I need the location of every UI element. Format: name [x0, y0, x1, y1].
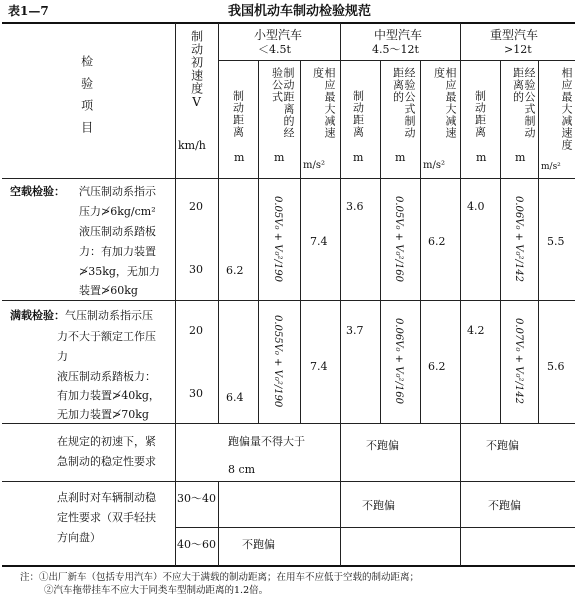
rule-col-small-a — [258, 60, 259, 423]
header-medium-formula-unit: m — [395, 151, 406, 164]
header-small-formula-unit: m — [274, 151, 285, 164]
full-load-line-6: 无加力装置≯70kg — [57, 408, 149, 421]
empty-small-distance: 6.2 — [226, 264, 244, 277]
header-small-distance-unit: m — [234, 151, 245, 164]
empty-medium-formula: 0.05V₀ + V₀²/160 — [393, 196, 404, 282]
header-heavy-formula: 经验公式制动距离的 — [511, 67, 536, 139]
rule-empty-bottom — [2, 300, 575, 301]
header-heavy-formula-unit: m — [515, 151, 526, 164]
full-load-title: 满载检验： — [10, 309, 65, 322]
empty-load-line-1: 汽压制动系指示 — [79, 185, 156, 198]
empty-heavy-distance: 4.0 — [467, 200, 485, 213]
full-load-line-4: 液压制动系踏板力： — [57, 370, 156, 383]
stability-line-1: 在规定的初速下，紧 — [57, 435, 156, 448]
rule-stability-bottom — [2, 481, 575, 482]
empty-heavy-formula: 0.06V₀ + V₀²/142 — [513, 196, 524, 282]
full-medium-formula: 0.06V₀ + V₀²/160 — [393, 318, 404, 404]
full-load-line-2: 力不大于额定工作压 — [57, 330, 156, 343]
rule-col-speed-b — [218, 481, 219, 566]
rule-group-header — [218, 60, 575, 61]
header-item: 检验项目 — [79, 55, 94, 143]
rule-col-speed — [218, 23, 219, 423]
header-small-range: ＜4.5t — [258, 43, 291, 56]
header-speed: 制动初速度V — [189, 30, 204, 110]
header-heavy-range: >12t — [504, 43, 532, 56]
empty-speed-20: 20 — [189, 200, 203, 213]
header-heavy-decel-unit: m/s² — [541, 162, 561, 172]
header-medium-distance: 制动距离 — [351, 90, 365, 138]
full-load-line-5: 有加力装置≯40kg， — [57, 389, 160, 402]
full-speed-30: 30 — [189, 387, 203, 400]
empty-medium-distance: 3.6 — [346, 200, 364, 213]
header-medium-group: 中型汽车 — [374, 28, 423, 42]
empty-speed-30: 30 — [189, 263, 203, 276]
header-small-decel-unit: m/s² — [303, 160, 325, 171]
empty-load-line-6: 装置≯60kg — [79, 284, 138, 297]
empty-small-decel: 7.4 — [310, 235, 328, 248]
empty-load-title: 空载检验： — [10, 185, 65, 198]
rule-full-bottom — [2, 423, 575, 424]
header-speed-unit: km/h — [178, 139, 206, 152]
steering-speed-a: 30～40 — [177, 492, 216, 505]
steering-line-1: 点刹时对车辆制动稳 — [57, 491, 156, 504]
empty-load-line-2: 压力≯6kg/cm² — [79, 205, 156, 218]
rule-col-heavy — [460, 23, 461, 566]
full-heavy-formula: 0.07V₀ + V₀²/142 — [513, 318, 524, 404]
table-title: 我国机动车制动检验规范 — [228, 4, 372, 19]
steering-line-2: 定性要求（双手轻扶 — [57, 511, 156, 524]
empty-small-formula: 0.05V₀ + V₀²/190 — [272, 196, 283, 282]
rule-top — [2, 22, 575, 24]
empty-load-line-5: ≯35kg，无加力 — [79, 265, 160, 278]
stability-small-text-1: 跑偏量不得大于 — [228, 435, 305, 448]
rule-col-heavy-a — [500, 60, 501, 423]
rule-col-medium-b — [420, 60, 421, 423]
rule-bottom — [2, 565, 575, 567]
steering-medium-text: 不跑偏 — [362, 499, 395, 512]
full-load-line-1: 气压制动系指示压 — [65, 309, 153, 322]
steering-line-3: 方向盘） — [57, 531, 101, 544]
header-small-formula: 制动距离的经验公式 — [270, 67, 295, 139]
full-speed-20: 20 — [189, 324, 203, 337]
full-heavy-distance: 4.2 — [467, 324, 485, 337]
full-small-distance: 6.4 — [226, 391, 244, 404]
note-2: ②汽车拖带挂车不应大于同类车型制动距离的1.2倍。 — [44, 585, 269, 596]
rule-col-heavy-b — [538, 60, 539, 423]
header-small-decel: 相应最大减速度 — [311, 67, 336, 139]
header-small-distance: 制动距离 — [231, 90, 245, 138]
rule-col-item — [175, 23, 176, 566]
header-heavy-distance-unit: m — [476, 151, 487, 164]
empty-heavy-decel: 5.5 — [547, 235, 565, 248]
header-heavy-group: 重型汽车 — [490, 28, 539, 42]
header-medium-formula: 经验公式制动距离的 — [391, 67, 416, 139]
full-load-line-3: 力 — [57, 350, 68, 363]
header-medium-decel-unit: m/s² — [423, 160, 445, 171]
rule-col-medium — [340, 23, 341, 566]
rule-steering-mid — [175, 527, 575, 528]
full-medium-decel: 6.2 — [428, 360, 446, 373]
empty-medium-decel: 6.2 — [428, 235, 446, 248]
note-1: 注：①出厂新车（包括专用汽车）不应大于满载的制动距离；在用车不应低于空载的制动距离； — [20, 572, 420, 583]
steering-heavy-text: 不跑偏 — [488, 499, 521, 512]
empty-load-line-4: 力：有加力装置 — [79, 245, 156, 258]
stability-line-2: 急制动的稳定性要求 — [57, 455, 156, 468]
rule-header-bottom — [2, 178, 575, 179]
header-small-group: 小型汽车 — [254, 28, 303, 42]
header-heavy-decel: 相应最大减速度 — [560, 67, 573, 151]
full-heavy-decel: 5.6 — [547, 360, 565, 373]
steering-small-text-b: 不跑偏 — [242, 538, 275, 551]
table-label: 表1—7 — [8, 4, 49, 18]
stability-heavy-text: 不跑偏 — [486, 439, 519, 452]
rule-col-medium-a — [380, 60, 381, 423]
full-small-decel: 7.4 — [310, 360, 328, 373]
empty-load-line-3: 液压制动系踏板 — [79, 225, 156, 238]
header-heavy-distance: 制动距离 — [473, 90, 487, 138]
header-medium-range: 4.5～12t — [372, 43, 419, 56]
stability-medium-text: 不跑偏 — [366, 439, 399, 452]
full-small-formula: 0.055V₀ + V₀²/190 — [272, 315, 283, 408]
steering-speed-b: 40～60 — [177, 538, 216, 551]
rule-col-small-b — [300, 60, 301, 423]
stability-small-text-2: 8 cm — [228, 463, 256, 476]
full-medium-distance: 3.7 — [346, 324, 364, 337]
header-medium-distance-unit: m — [353, 151, 364, 164]
header-medium-decel: 相应最大减速度 — [432, 67, 457, 139]
